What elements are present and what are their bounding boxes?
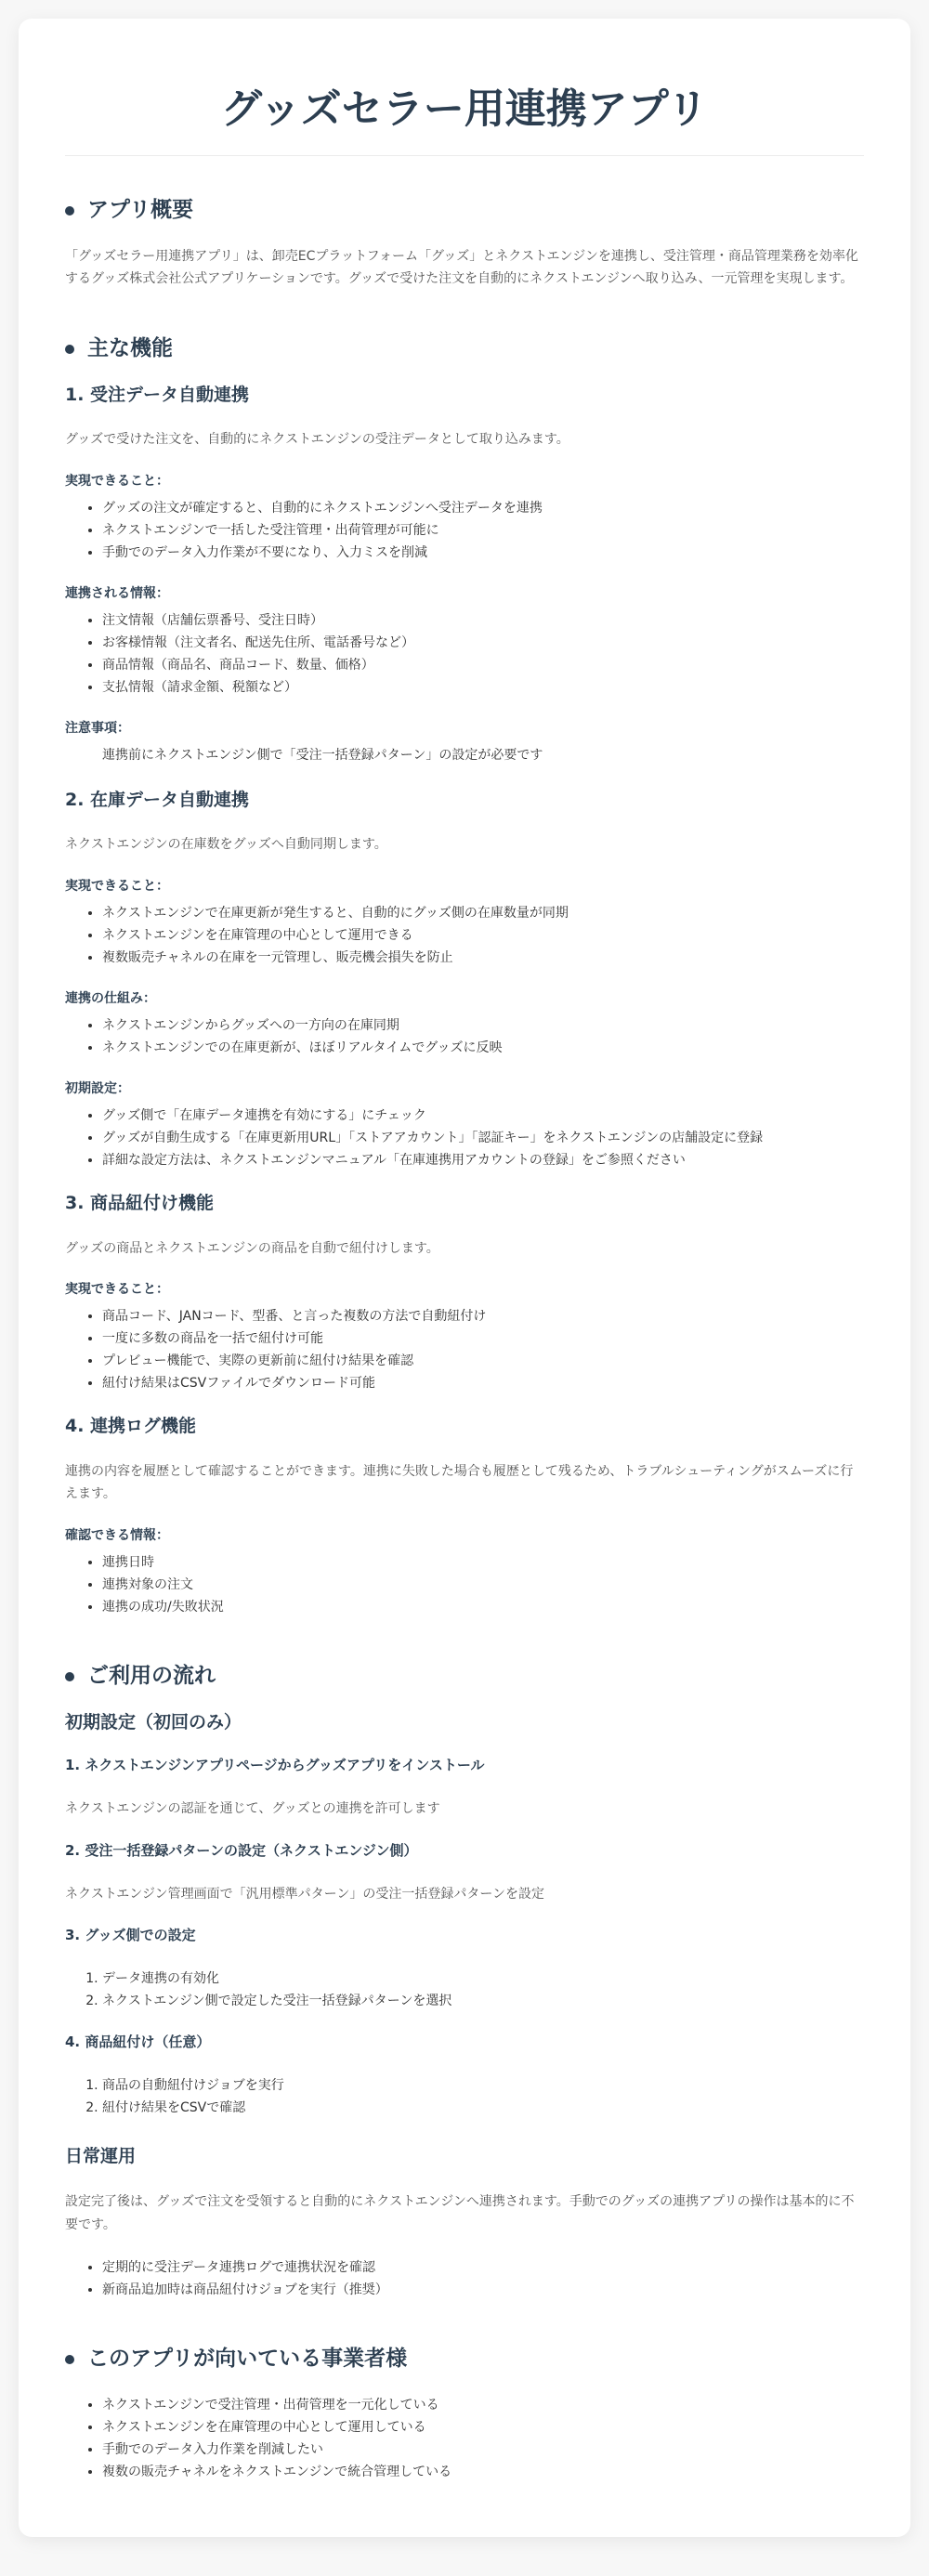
list-item: • 手動でのデータ入力作業を削減したい — [102, 2439, 864, 2461]
bullet-list — [65, 1105, 864, 1171]
bullet-list — [65, 902, 864, 969]
list-item: • 手動でのデータ入力作業が不要になり、入力ミスを削減 — [102, 542, 864, 564]
feature-order-sync — [65, 384, 864, 766]
note-text: 連携前にネクストエンジン側で「受注一括登録パターン」の設定が必要です — [102, 747, 543, 763]
section-heading — [65, 1663, 864, 1691]
note-label: 注意事項： — [65, 720, 130, 736]
section-heading-text: このアプリが向いている事業者様 — [87, 2347, 408, 2372]
feature-title: 2. 在庫データ自動連携 — [65, 789, 250, 810]
list-item: • ネクストエンジンで在庫更新が発生すると、自動的にグッズ側の在庫数量が同期 — [102, 902, 864, 924]
feature-sync-log — [65, 1415, 864, 1618]
feature-title: 1. 受注データ自動連携 — [65, 384, 250, 405]
group-label: 初期設定： — [65, 1080, 130, 1096]
feature-desc: ネクストエンジンの在庫数をグッズへ自動同期します。 — [65, 837, 387, 853]
list-item: 2. 紐付け結果をCSVで確認 — [102, 2097, 864, 2119]
group-label: 実現できること： — [65, 878, 169, 894]
bullet-list — [65, 497, 864, 564]
bullet-list — [65, 2256, 864, 2301]
step-title: 4. 商品紐付け（任意） — [65, 2033, 211, 2051]
overview-text: 「グッズセラー用連携アプリ」は、卸売ECプラットフォーム「グッズ」とネクストエンジンを連携し、受注管理・商品管理業務を効率化するグッズ株式会社公式アプリケーションです。グッズで受けた注文を自動的にネクストエンジンへ取り込み、一元管理を実現します。 — [65, 248, 858, 287]
list-item: • グッズ側で「在庫データ連携を有効にする」にチェック — [102, 1105, 864, 1127]
section-heading-text: ご利用の流れ — [87, 1663, 216, 1688]
section-features — [65, 335, 864, 1618]
section-heading — [65, 197, 864, 225]
step-text: ネクストエンジン管理画面で「汎用標準パターン」の受注一括登録パターンを設定 — [65, 1886, 545, 1902]
list-item: • グッズが自動生成する「在庫更新用URL」「ストアアカウント」「認証キー」をネクストエンジンの店舗設定に登録 — [102, 1127, 864, 1149]
feature-title: 3. 商品紐付け機能 — [65, 1192, 215, 1213]
section-heading-text: アプリ概要 — [87, 197, 194, 222]
feature-product-linking — [65, 1192, 864, 1394]
step-text: ネクストエンジンの認証を通じて、グッズとの連携を許可します — [65, 1801, 440, 1817]
bullet-list — [65, 1014, 864, 1059]
daily-operation-title: 日常運用 — [65, 2146, 137, 2167]
document-card — [19, 19, 910, 2537]
list-item: • 商品情報（商品名、商品コード、数量、価格） — [102, 654, 864, 676]
bullet-dot-icon — [65, 345, 74, 354]
list-item: • 連携の成功/失敗状況 — [102, 1596, 864, 1618]
bullet-dot-icon — [65, 206, 74, 216]
list-item: • ネクストエンジンでの在庫更新が、ほぼリアルタイムでグッズに反映 — [102, 1037, 864, 1059]
step-title: 1. ネクストエンジンアプリページからグッズアプリをインストール — [65, 1757, 485, 1774]
feature-inventory-sync — [65, 789, 864, 1171]
initial-setup-title: 初期設定（初回のみ） — [65, 1711, 242, 1733]
step-title: 3. グッズ側での設定 — [65, 1927, 196, 1944]
daily-operation-text: 設定完了後は、グッズで注文を受領すると自動的にネクストエンジンへ連携されます。手動でのグッズの連携アプリの操作は基本的に不要です。 — [65, 2194, 855, 2232]
bullet-list — [65, 1305, 864, 1394]
list-item: • 定期的に受注データ連携ログで連携状況を確認 — [102, 2256, 864, 2279]
step-title: 2. 受注一括登録パターンの設定（ネクストエンジン側） — [65, 1841, 418, 1859]
bullet-list — [65, 2394, 864, 2483]
group-label: 実現できること： — [65, 1282, 169, 1298]
group-label: 実現できること： — [65, 473, 169, 489]
list-item: • 注文情報（店舗伝票番号、受注日時） — [102, 609, 864, 632]
list-item: • 複数販売チャネルの在庫を一元管理し、販売機会損失を防止 — [102, 947, 864, 969]
group-label: 確認できる情報： — [65, 1527, 169, 1543]
section-target-audience — [65, 2346, 864, 2483]
feature-title: 4. 連携ログ機能 — [65, 1416, 197, 1437]
feature-desc: グッズで受けた注文を、自動的にネクストエンジンの受注データとして取り込みます。 — [65, 432, 569, 448]
list-item: • 複数の販売チャネルをネクストエンジンで統合管理している — [102, 2461, 864, 2483]
group-label: 連携される情報： — [65, 585, 169, 601]
list-item: • 一度に多数の商品を一括で紐付け可能 — [102, 1327, 864, 1350]
list-item: • 連携対象の注文 — [102, 1574, 864, 1596]
list-item: • ネクストエンジンを在庫管理の中心として運用できる — [102, 924, 864, 947]
list-item: • プレビュー機能で、実際の更新前に紐付け結果を確認 — [102, 1350, 864, 1372]
section-heading-text: 主な機能 — [87, 335, 173, 360]
list-item: 1. 商品の自動紐付けジョブを実行 — [102, 2074, 864, 2097]
group-label: 連携の仕組み： — [65, 990, 156, 1006]
list-item: • ネクストエンジンを在庫管理の中心として運用している — [102, 2416, 864, 2439]
feature-desc: グッズの商品とネクストエンジンの商品を自動で紐付けします。 — [65, 1240, 439, 1256]
bullet-list — [65, 609, 864, 699]
list-item: • 紐付け結果はCSVファイルでダウンロード可能 — [102, 1372, 864, 1394]
section-overview — [65, 197, 864, 291]
list-item: • 詳細な設定方法は、ネクストエンジンマニュアル「在庫連携用アカウントの登録」をご参照ください — [102, 1149, 864, 1171]
section-heading — [65, 335, 864, 363]
numbered-list — [65, 2074, 864, 2119]
list-item: 2. ネクストエンジン側で設定した受注一括登録パターンを選択 — [102, 1990, 864, 2012]
page-title: グッズセラー用連携アプリ — [65, 74, 864, 156]
list-item: • 新商品追加時は商品紐付けジョブを実行（推奨） — [102, 2279, 864, 2301]
feature-desc: 連携の内容を履歴として確認することができます。連携に失敗した場合も履歴として残るため、トラブルシューティングがスムーズに行えます。 — [65, 1463, 854, 1502]
bullet-dot-icon — [65, 2355, 74, 2364]
bullet-list — [65, 1551, 864, 1618]
list-item: • ネクストエンジンからグッズへの一方向の在庫同期 — [102, 1014, 864, 1037]
section-usage-flow — [65, 1663, 864, 2301]
list-item: 1. データ連携の有効化 — [102, 1968, 864, 1990]
numbered-list — [65, 1968, 864, 2012]
list-item: • ネクストエンジンで受注管理・出荷管理を一元化している — [102, 2394, 864, 2416]
list-item: • 連携日時 — [102, 1551, 864, 1574]
list-item: • ネクストエンジンで一括した受注管理・出荷管理が可能に — [102, 519, 864, 542]
list-item: • 支払情報（請求金額、税額など） — [102, 676, 864, 699]
list-item: • 商品コード、JANコード、型番、と言った複数の方法で自動紐付け — [102, 1305, 864, 1327]
bullet-dot-icon — [65, 1672, 74, 1681]
section-heading — [65, 2346, 864, 2373]
list-item: • グッズの注文が確定すると、自動的にネクストエンジンへ受注データを連携 — [102, 497, 864, 519]
list-item: • お客様情報（注文者名、配送先住所、電話番号など） — [102, 632, 864, 654]
